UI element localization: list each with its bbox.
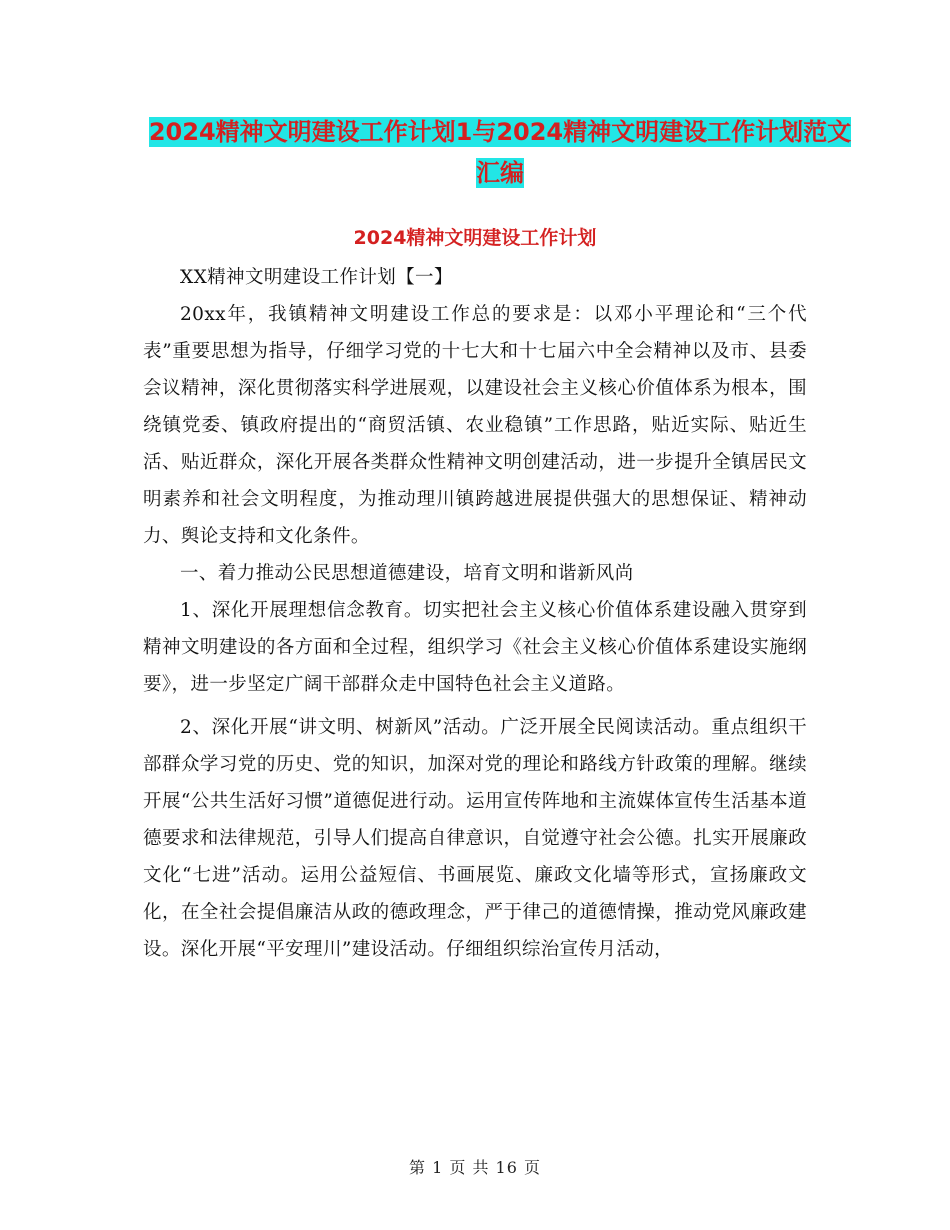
- body-paragraph-intro: 20xx年，我镇精神文明建设工作总的要求是：以邓小平理论和“三个代表”重要思想为指导，仔细学习党的十七大和十七届六中全会精神以及市、县委会议精神，深化贯彻落实科学进展观，以建设社会主义核心价值体系为根本，围绕镇党委、镇政府提出的“商贸活镇、农业稳镇”工作思路，贴近实际、贴近生活、贴近群众，深化开展各类群众性精神文明创建活动，进一步提升全镇居民文明素养和社会文明程度，为推动理川镇跨越进展提供强大的思想保证、精神动力、舆论支持和文化条件。: [143, 304, 807, 547]
- page-footer: 第 1 页 共 16 页: [409, 1158, 541, 1177]
- document-body: [143, 259, 807, 968]
- body-paragraph-item-1: 1、深化开展理想信念教育。切实把社会主义核心价值体系建设融入贯穿到精神文明建设的各方面和全过程，组织学习《社会主义核心价值体系建设实施纲要》，进一步坚定广阔干部群众走中国特色社会主义道路。: [143, 600, 807, 695]
- section-heading-1: 一、着力推动公民思想道德建设，培育文明和谐新风尚: [180, 563, 634, 584]
- document-title: [140, 112, 860, 194]
- body-paragraph-item-2: 2、深化开展“讲文明、树新风”活动。广泛开展全民阅读活动。重点组织干部群众学习党的历史、党的知识，加深对党的理论和路线方针政策的理解。继续开展“公共生活好习惯”道德促进行动。运用宣传阵地和主流媒体宣传生活基本道德要求和法律规范，引导人们提高自律意识，自觉遵守社会公德。扎实开展廉政文化“七进”活动。运用公益短信、书画展览、廉政文化墙等形式，宣扬廉政文化，在全社会提倡廉洁从政的德政理念，严于律己的道德情操，推动党风廉政建设。深化开展“平安理川”建设活动。仔细组织综治宣传月活动，: [143, 717, 807, 960]
- plan-heading: XX精神文明建设工作计划【一】: [180, 267, 453, 288]
- section-title: 2024精神文明建设工作计划: [353, 227, 597, 249]
- document-title-highlight: 2024精神文明建设工作计划1与2024精神文明建设工作计划范文汇编: [148, 118, 852, 187]
